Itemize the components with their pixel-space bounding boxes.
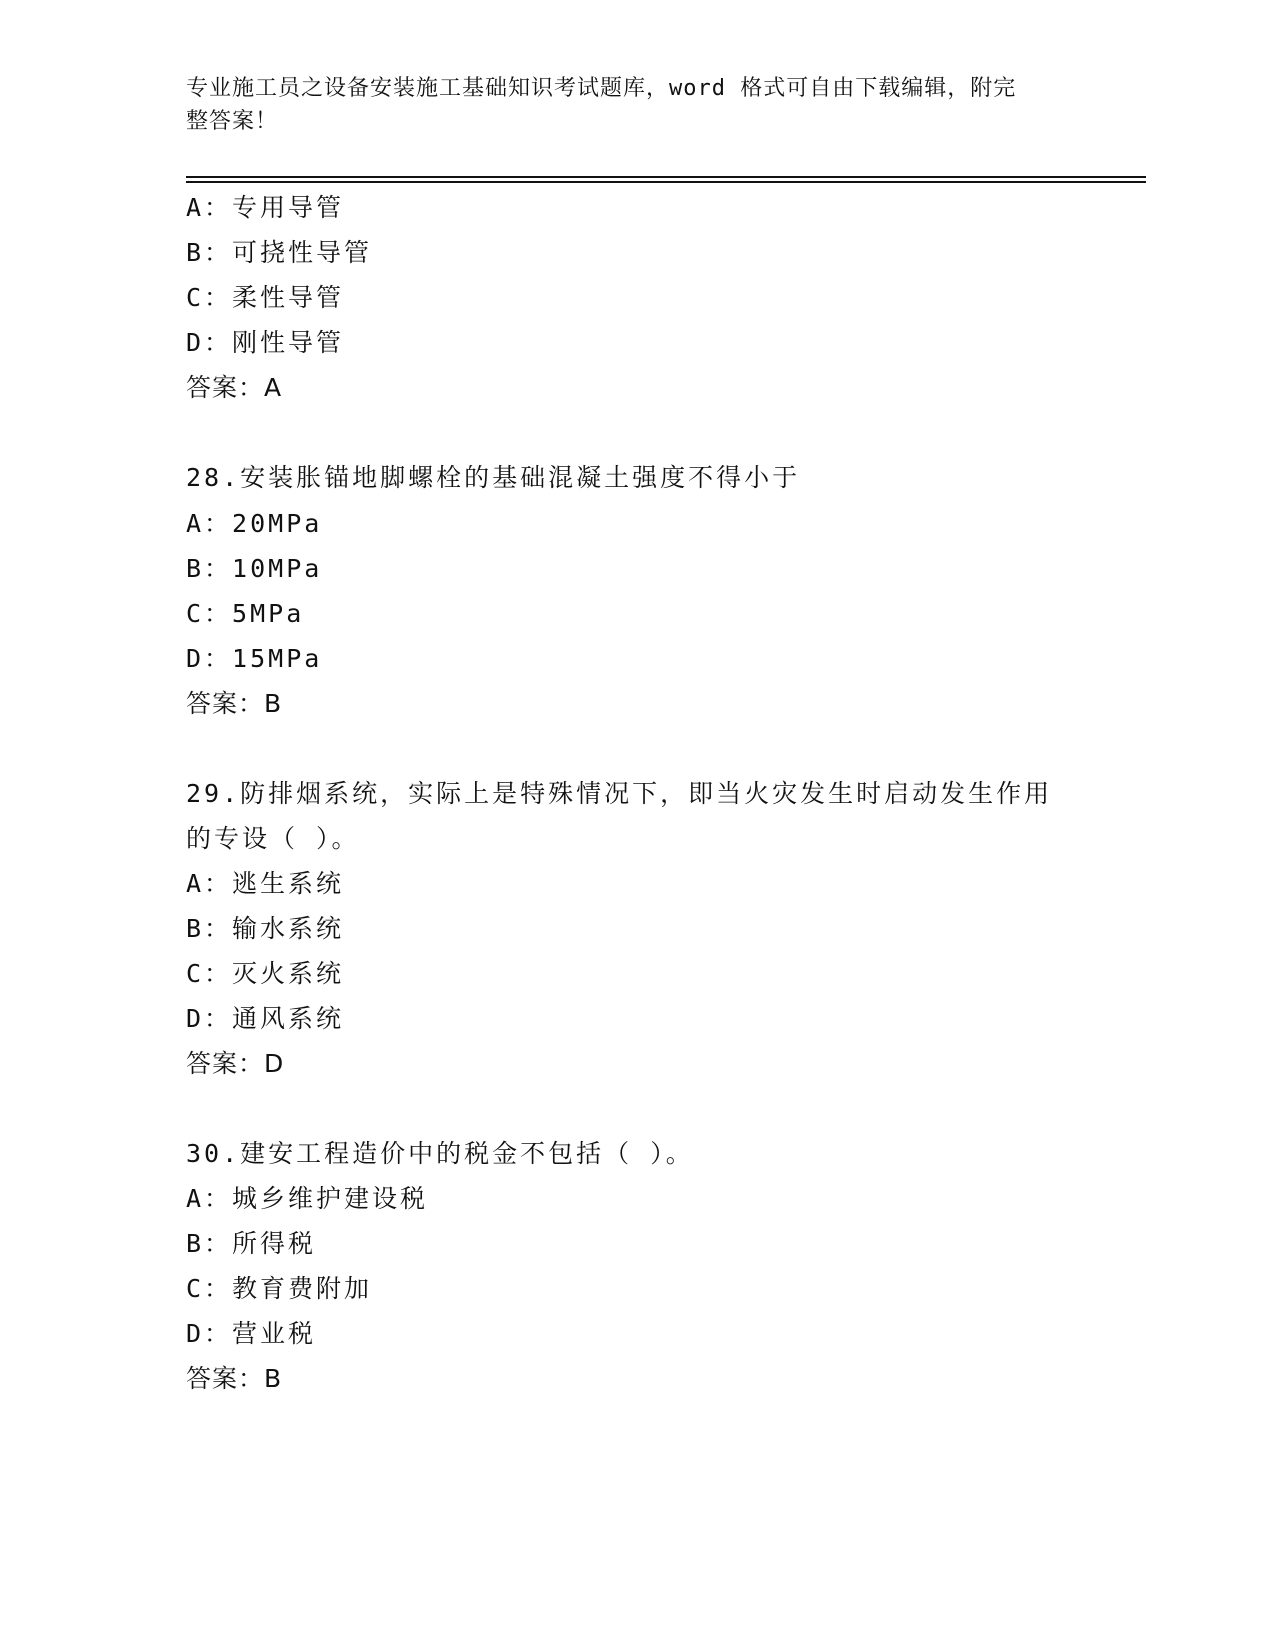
header-divider-bottom xyxy=(186,181,1146,183)
q29-question-line-2: 的专设（ ）。 xyxy=(186,824,360,853)
q28-option-a: A：20MPa xyxy=(186,509,323,538)
q30-option-c: C：教育费附加 xyxy=(186,1274,373,1303)
header-line-1: 专业施工员之设备安装施工基础知识考试题库，word 格式可自由下载编辑，附完 xyxy=(186,76,1017,101)
q28-answer: 答案：B xyxy=(186,689,283,718)
q29-answer: 答案：D xyxy=(186,1049,285,1078)
q28-option-c: C：5MPa xyxy=(186,599,305,628)
header-line-2: 整答案！ xyxy=(186,109,279,134)
header-divider-top xyxy=(186,176,1146,178)
q28-option-d: D：15MPa xyxy=(186,644,323,673)
q30-option-b: B：所得税 xyxy=(186,1229,317,1258)
q29-option-a: A：逃生系统 xyxy=(186,869,345,898)
q27-option-c: C：柔性导管 xyxy=(186,283,345,312)
q29-option-b: B：输水系统 xyxy=(186,914,345,943)
q27-option-a: A：专用导管 xyxy=(186,193,345,222)
q28-option-b: B：10MPa xyxy=(186,554,323,583)
q30-question: 30.建安工程造价中的税金不包括（ ）。 xyxy=(186,1139,694,1168)
q29-option-d: D：通风系统 xyxy=(186,1004,345,1033)
q27-option-d: D：刚性导管 xyxy=(186,328,345,357)
q29-option-c: C：灭火系统 xyxy=(186,959,345,988)
q30-option-a: A：城乡维护建设税 xyxy=(186,1184,429,1213)
document-header xyxy=(186,72,1066,138)
q30-answer: 答案：B xyxy=(186,1364,283,1393)
q27-option-b: B：可挠性导管 xyxy=(186,238,373,267)
q29-question-line-1: 29.防排烟系统，实际上是特殊情况下，即当火灾发生时启动发生作用 xyxy=(186,779,1053,808)
q30-option-d: D：营业税 xyxy=(186,1319,317,1348)
q28-question: 28.安装胀锚地脚螺栓的基础混凝土强度不得小于 xyxy=(186,463,801,492)
q27-answer: 答案：A xyxy=(186,373,283,402)
